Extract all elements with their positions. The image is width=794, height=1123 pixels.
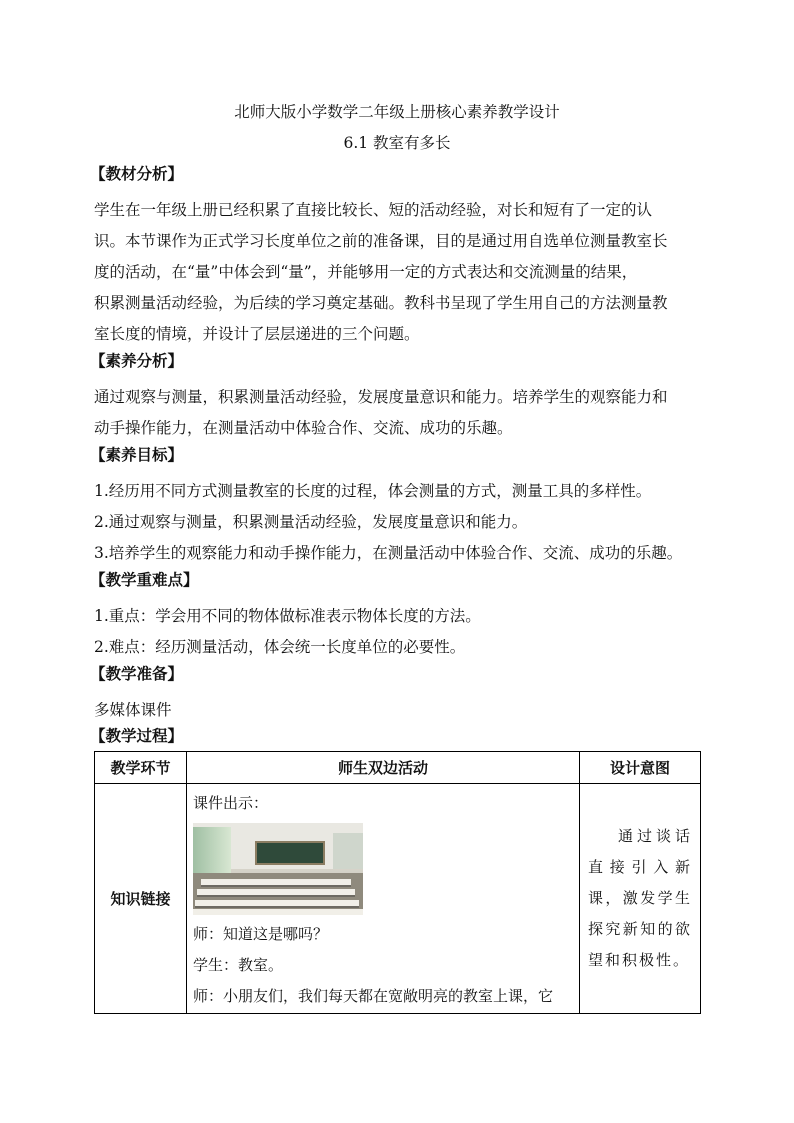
lesson-title: 6.1 教室有多长 xyxy=(343,134,451,152)
column-header-activity: 师生双边活动 xyxy=(187,752,580,784)
dialogue-line: 师：小朋友们，我们每天都在宽敞明亮的教室上课，它 xyxy=(193,987,554,1005)
paragraph-line: 动手操作能力，在测量活动中体验合作、交流、成功的乐趣。 xyxy=(94,419,513,437)
stage-cell: 知识链接 xyxy=(95,784,187,1014)
activity-cell xyxy=(187,784,580,1014)
goal-item: 3.培养学生的观察能力和动手操作能力，在测量活动中体验合作、交流、成功的乐趣。 xyxy=(94,544,683,562)
table-header-row xyxy=(95,752,701,784)
section-heading: 【教材分析】 xyxy=(90,164,184,183)
preparation-text: 多媒体课件 xyxy=(94,701,172,719)
preparation-section xyxy=(90,664,714,726)
paragraph-line: 识。本节课作为正式学习长度单位之前的准备课，目的是通过用自选单位测量教室长 xyxy=(94,232,668,250)
classroom-photo xyxy=(193,823,363,915)
paragraph-line: 积累测量活动经验，为后续的学习奠定基础。教科书呈现了学生用自己的方法测量教 xyxy=(94,294,668,312)
key-point-item: 2.难点：经历测量活动，体会统一长度单位的必要性。 xyxy=(94,638,466,656)
literacy-analysis-section xyxy=(90,351,714,444)
dialogue-line: 学生：教室。 xyxy=(193,956,284,974)
column-header-purpose: 设计意图 xyxy=(580,752,701,784)
section-heading: 【教学准备】 xyxy=(90,664,184,683)
table-row xyxy=(95,784,701,1014)
paragraph-line: 室长度的情境，并设计了层层递进的三个问题。 xyxy=(94,325,420,343)
column-header-stage: 教学环节 xyxy=(95,752,187,784)
literacy-goals-section xyxy=(90,445,714,569)
purpose-text: 通过谈话直接引入新课，激发学生探究新知的欲望和积极性。 xyxy=(588,827,692,969)
paragraph-line: 通过观察与测量，积累测量活动经验，发展度量意识和能力。培养学生的观察能力和 xyxy=(94,388,668,406)
key-point-item: 1.重点：学会用不同的物体做标准表示物体长度的方法。 xyxy=(94,607,481,625)
goal-item: 1.经历用不同方式测量教室的长度的过程，体会测量的方式，测量工具的多样性。 xyxy=(94,482,652,500)
section-heading: 【教学过程】 xyxy=(90,726,184,745)
document-title: 北师大版小学数学二年级上册核心素养教学设计 xyxy=(234,103,560,121)
process-table xyxy=(94,751,701,1014)
key-points-section xyxy=(90,570,714,663)
paragraph-line: 度的活动，在“量”中体会到“量”，并能够用一定的方式表达和交流测量的结果， xyxy=(94,263,638,281)
dialogue-line: 师：知道这是哪吗？ xyxy=(193,925,329,943)
paragraph-line: 学生在一年级上册已经积累了直接比较长、短的活动经验，对长和短有了一定的认 xyxy=(94,201,653,219)
section-heading: 【教学重难点】 xyxy=(90,570,199,589)
activity-intro: 课件出示： xyxy=(193,794,269,812)
section-heading: 【素养分析】 xyxy=(90,351,184,370)
section-heading: 【素养目标】 xyxy=(90,445,184,464)
purpose-cell xyxy=(580,784,701,1014)
textbook-analysis-section xyxy=(90,164,714,350)
goal-item: 2.通过观察与测量，积累测量活动经验，发展度量意识和能力。 xyxy=(94,513,528,531)
